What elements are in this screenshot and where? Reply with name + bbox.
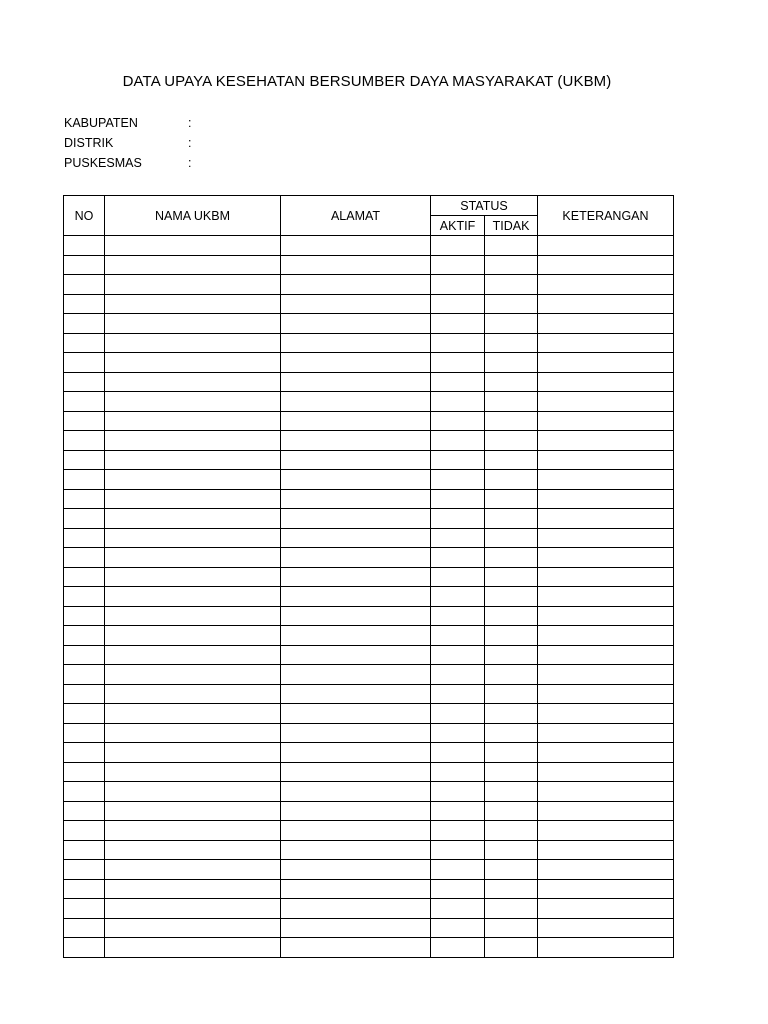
cell-aktif [431,528,485,548]
cell-nama-ukbm [105,821,281,841]
cell-alamat [281,528,431,548]
cell-nama-ukbm [105,782,281,802]
table-row [64,587,674,607]
cell-tidak [485,821,538,841]
cell-aktif [431,704,485,724]
table-row [64,431,674,451]
cell-tidak [485,411,538,431]
cell-tidak [485,333,538,353]
table-row [64,899,674,919]
cell-aktif [431,470,485,490]
cell-no [64,333,105,353]
cell-no [64,743,105,763]
cell-tidak [485,879,538,899]
cell-tidak [485,938,538,958]
cell-alamat [281,665,431,685]
cell-tidak [485,392,538,412]
cell-keterangan [538,684,674,704]
cell-alamat [281,743,431,763]
header-tidak: TIDAK [485,216,538,236]
table-row [64,509,674,529]
cell-alamat [281,489,431,509]
cell-keterangan [538,294,674,314]
cell-nama-ukbm [105,333,281,353]
cell-keterangan [538,255,674,275]
cell-tidak [485,626,538,646]
table-row [64,879,674,899]
cell-aktif [431,743,485,763]
cell-no [64,255,105,275]
cell-nama-ukbm [105,236,281,256]
cell-aktif [431,626,485,646]
cell-nama-ukbm [105,314,281,334]
cell-alamat [281,567,431,587]
cell-tidak [485,236,538,256]
cell-nama-ukbm [105,860,281,880]
cell-nama-ukbm [105,294,281,314]
table-row [64,567,674,587]
cell-keterangan [538,450,674,470]
cell-alamat [281,704,431,724]
cell-alamat [281,236,431,256]
cell-nama-ukbm [105,255,281,275]
cell-tidak [485,723,538,743]
cell-tidak [485,528,538,548]
cell-nama-ukbm [105,528,281,548]
header-alamat: ALAMAT [281,196,431,236]
cell-keterangan [538,879,674,899]
cell-no [64,840,105,860]
cell-alamat [281,899,431,919]
cell-no [64,353,105,373]
cell-nama-ukbm [105,392,281,412]
cell-tidak [485,509,538,529]
cell-tidak [485,645,538,665]
cell-tidak [485,489,538,509]
cell-aktif [431,450,485,470]
cell-no [64,431,105,451]
cell-nama-ukbm [105,626,281,646]
field-separator: : [188,116,192,130]
cell-no [64,509,105,529]
cell-alamat [281,470,431,490]
cell-tidak [485,743,538,763]
cell-aktif [431,567,485,587]
cell-nama-ukbm [105,353,281,373]
table-row [64,372,674,392]
cell-tidak [485,840,538,860]
cell-keterangan [538,743,674,763]
cell-tidak [485,684,538,704]
cell-nama-ukbm [105,372,281,392]
cell-keterangan [538,528,674,548]
cell-keterangan [538,762,674,782]
table-row [64,782,674,802]
cell-no [64,548,105,568]
cell-nama-ukbm [105,723,281,743]
cell-aktif [431,606,485,626]
cell-keterangan [538,918,674,938]
cell-alamat [281,782,431,802]
cell-nama-ukbm [105,704,281,724]
cell-aktif [431,294,485,314]
cell-alamat [281,548,431,568]
field-label-distrik: DISTRIK [64,136,114,150]
cell-no [64,684,105,704]
cell-aktif [431,918,485,938]
cell-keterangan [538,821,674,841]
cell-no [64,275,105,295]
cell-aktif [431,899,485,919]
cell-keterangan [538,548,674,568]
table-row [64,821,674,841]
table-row [64,275,674,295]
ukbm-table [63,195,674,958]
cell-tidak [485,918,538,938]
cell-keterangan [538,275,674,295]
cell-alamat [281,645,431,665]
cell-tidak [485,275,538,295]
table-row [64,723,674,743]
cell-tidak [485,353,538,373]
cell-aktif [431,840,485,860]
table-row [64,314,674,334]
cell-nama-ukbm [105,801,281,821]
cell-tidak [485,762,538,782]
cell-alamat [281,801,431,821]
cell-no [64,450,105,470]
cell-keterangan [538,723,674,743]
cell-aktif [431,489,485,509]
header-status: STATUS [431,196,538,216]
cell-nama-ukbm [105,509,281,529]
cell-alamat [281,372,431,392]
cell-alamat [281,392,431,412]
cell-tidak [485,314,538,334]
cell-no [64,236,105,256]
cell-alamat [281,294,431,314]
cell-tidak [485,567,538,587]
cell-nama-ukbm [105,450,281,470]
cell-no [64,587,105,607]
cell-no [64,801,105,821]
cell-aktif [431,587,485,607]
cell-aktif [431,821,485,841]
cell-keterangan [538,704,674,724]
cell-keterangan [538,840,674,860]
cell-nama-ukbm [105,470,281,490]
field-separator: : [188,136,192,150]
header-keterangan: KETERANGAN [538,196,674,236]
cell-no [64,294,105,314]
cell-no [64,392,105,412]
cell-aktif [431,236,485,256]
page-title: DATA UPAYA KESEHATAN BERSUMBER DAYA MASYARAKAT (UKBM) [122,73,612,90]
cell-nama-ukbm [105,684,281,704]
table-row [64,333,674,353]
cell-alamat [281,353,431,373]
cell-no [64,567,105,587]
cell-alamat [281,509,431,529]
cell-keterangan [538,509,674,529]
cell-tidak [485,294,538,314]
cell-alamat [281,431,431,451]
cell-keterangan [538,860,674,880]
cell-aktif [431,275,485,295]
cell-no [64,411,105,431]
cell-alamat [281,860,431,880]
cell-aktif [431,860,485,880]
cell-no [64,665,105,685]
cell-no [64,528,105,548]
table-row [64,255,674,275]
cell-keterangan [538,431,674,451]
cell-tidak [485,548,538,568]
cell-keterangan [538,645,674,665]
cell-alamat [281,821,431,841]
cell-tidak [485,665,538,685]
cell-no [64,723,105,743]
cell-nama-ukbm [105,587,281,607]
cell-no [64,821,105,841]
cell-keterangan [538,606,674,626]
table-row [64,606,674,626]
cell-no [64,314,105,334]
cell-alamat [281,626,431,646]
table-row [64,840,674,860]
cell-keterangan [538,567,674,587]
cell-tidak [485,431,538,451]
table-row [64,860,674,880]
cell-nama-ukbm [105,645,281,665]
cell-no [64,899,105,919]
cell-no [64,470,105,490]
cell-nama-ukbm [105,899,281,919]
field-separator: : [188,156,192,170]
cell-alamat [281,840,431,860]
table-row [64,918,674,938]
cell-nama-ukbm [105,743,281,763]
cell-aktif [431,665,485,685]
cell-tidak [485,704,538,724]
table-row [64,489,674,509]
cell-nama-ukbm [105,275,281,295]
table-row [64,470,674,490]
cell-alamat [281,762,431,782]
table-row [64,353,674,373]
cell-keterangan [538,236,674,256]
cell-keterangan [538,333,674,353]
table-row [64,938,674,958]
cell-alamat [281,255,431,275]
cell-tidak [485,255,538,275]
table-row [64,392,674,412]
cell-keterangan [538,392,674,412]
cell-nama-ukbm [105,938,281,958]
cell-nama-ukbm [105,431,281,451]
cell-alamat [281,918,431,938]
cell-alamat [281,606,431,626]
table-row [64,528,674,548]
cell-keterangan [538,411,674,431]
table-body [64,236,674,958]
cell-alamat [281,723,431,743]
cell-no [64,860,105,880]
cell-no [64,762,105,782]
header-no: NO [64,196,105,236]
cell-nama-ukbm [105,489,281,509]
header-nama-ukbm: NAMA UKBM [105,196,281,236]
cell-aktif [431,333,485,353]
cell-no [64,645,105,665]
cell-tidak [485,372,538,392]
table-row [64,294,674,314]
cell-keterangan [538,782,674,802]
cell-aktif [431,684,485,704]
cell-aktif [431,548,485,568]
cell-nama-ukbm [105,606,281,626]
cell-alamat [281,684,431,704]
cell-aktif [431,509,485,529]
cell-keterangan [538,353,674,373]
cell-aktif [431,938,485,958]
cell-no [64,938,105,958]
cell-alamat [281,333,431,353]
cell-nama-ukbm [105,665,281,685]
cell-tidak [485,606,538,626]
cell-keterangan [538,587,674,607]
cell-tidak [485,782,538,802]
cell-aktif [431,372,485,392]
table-row [64,411,674,431]
cell-alamat [281,314,431,334]
table-row [64,645,674,665]
cell-nama-ukbm [105,879,281,899]
table-row [64,626,674,646]
header-aktif: AKTIF [431,216,485,236]
table-row [64,684,674,704]
table-row [64,665,674,685]
cell-tidak [485,801,538,821]
cell-aktif [431,762,485,782]
cell-aktif [431,431,485,451]
cell-aktif [431,353,485,373]
cell-nama-ukbm [105,567,281,587]
cell-no [64,606,105,626]
table-row [64,743,674,763]
field-label-kabupaten: KABUPATEN [64,116,138,130]
cell-aktif [431,879,485,899]
cell-alamat [281,411,431,431]
table-row [64,762,674,782]
cell-no [64,704,105,724]
table-row [64,548,674,568]
cell-alamat [281,587,431,607]
cell-no [64,489,105,509]
cell-aktif [431,255,485,275]
cell-keterangan [538,626,674,646]
cell-keterangan [538,938,674,958]
cell-keterangan [538,489,674,509]
cell-keterangan [538,899,674,919]
cell-nama-ukbm [105,918,281,938]
cell-no [64,626,105,646]
cell-alamat [281,938,431,958]
field-label-puskesmas: PUSKESMAS [64,156,142,170]
cell-aktif [431,645,485,665]
cell-aktif [431,782,485,802]
cell-no [64,918,105,938]
cell-keterangan [538,665,674,685]
table-row [64,704,674,724]
cell-nama-ukbm [105,411,281,431]
cell-alamat [281,879,431,899]
cell-aktif [431,411,485,431]
cell-keterangan [538,314,674,334]
cell-nama-ukbm [105,548,281,568]
table-row [64,450,674,470]
cell-aktif [431,314,485,334]
cell-no [64,782,105,802]
cell-no [64,879,105,899]
cell-aktif [431,723,485,743]
cell-keterangan [538,801,674,821]
cell-aktif [431,392,485,412]
cell-nama-ukbm [105,762,281,782]
cell-alamat [281,450,431,470]
cell-keterangan [538,372,674,392]
cell-tidak [485,860,538,880]
cell-alamat [281,275,431,295]
cell-tidak [485,899,538,919]
cell-no [64,372,105,392]
cell-aktif [431,801,485,821]
cell-tidak [485,470,538,490]
cell-tidak [485,450,538,470]
cell-tidak [485,587,538,607]
cell-nama-ukbm [105,840,281,860]
table-row [64,801,674,821]
table-row [64,236,674,256]
cell-keterangan [538,470,674,490]
